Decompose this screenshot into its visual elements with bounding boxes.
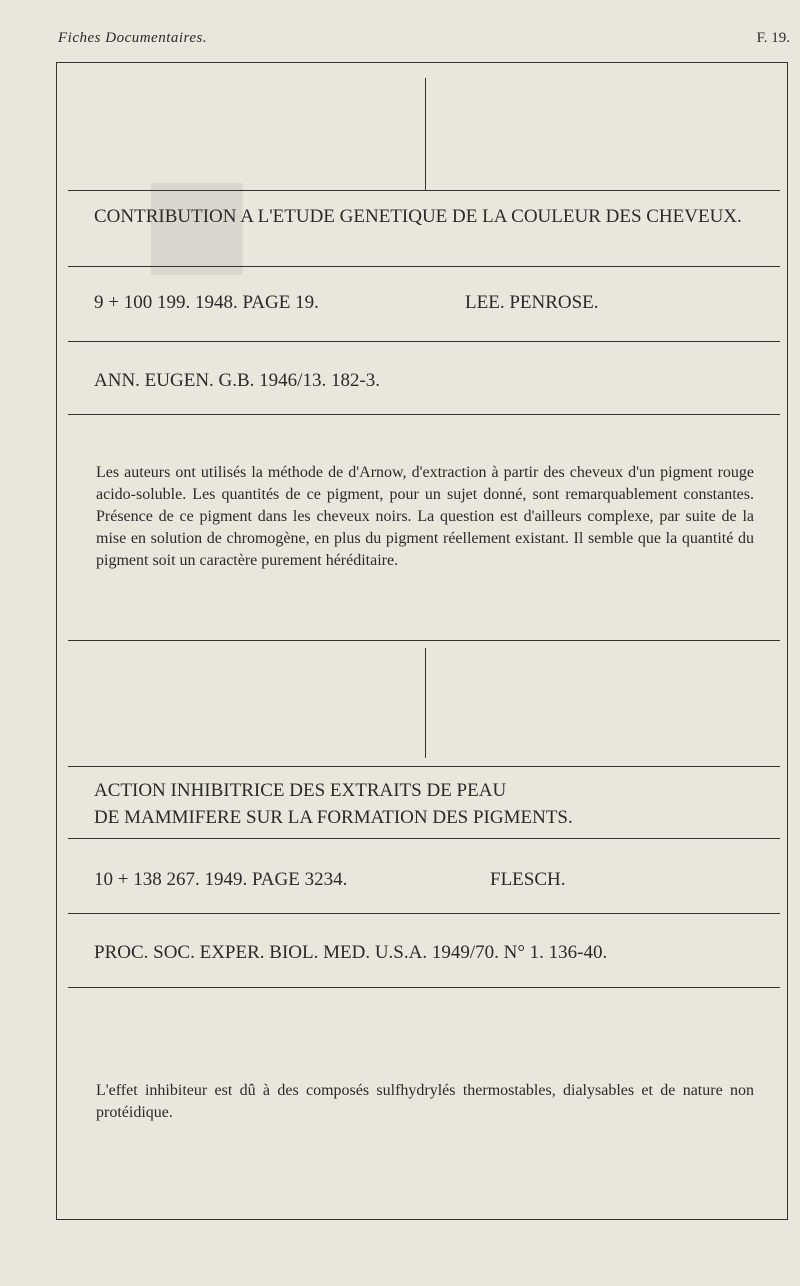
card-2-source: PROC. SOC. EXPER. BIOL. MED. U.S.A. 1949/70. N° 1. 136-40. <box>94 942 608 963</box>
card-1-author: LEE. PENROSE. <box>465 292 599 313</box>
card-2-rule-title <box>68 838 780 839</box>
running-head: Fiches Documentaires. <box>58 30 208 46</box>
page-number: F. 19. <box>756 30 790 46</box>
card-2-rule-top <box>68 640 780 641</box>
card-2-author: FLESCH. <box>490 869 566 890</box>
card-1-abstract: Les auteurs ont utilisés la méthode de d'Arnow, d'extraction à partir des cheveux d'un pigment rouge acido-soluble. Les quantités de ce pigment, pour un sujet donné, sont remarquablement constantes. Présence de ce pigment dans les cheveux noirs. La question est d'ailleurs complexe, par suite de la mise en solution de chromogène, en plus du pigment réellement existant. Il semble que la quantité du pigment soit un caractère purement héréditaire. <box>96 464 754 569</box>
card-2-title-line-1: ACTION INHIBITRICE DES EXTRAITS DE PEAU <box>94 780 507 801</box>
card-2-rule-reference <box>68 913 780 914</box>
show-through-texture: ■ <box>140 150 294 289</box>
card-1-reference: 9 + 100 199. 1948. PAGE 19. <box>94 292 319 313</box>
card-1-rule-reference <box>68 341 780 342</box>
card-2-rule-source <box>68 987 780 988</box>
card-1-rule-source <box>68 414 780 415</box>
card-1-title: CONTRIBUTION A L'ETUDE GENETIQUE DE LA COULEUR DES CHEVEUX. <box>94 206 742 227</box>
card-2-abstract: L'effet inhibiteur est dû à des composés sulfhydrylés thermostables, dialysables et de nature non protéidique. <box>96 1082 754 1121</box>
page-frame <box>56 62 788 1220</box>
card-2-rule-header <box>68 766 780 767</box>
card-1-rule-title <box>68 266 780 267</box>
card-2-divider-vertical <box>425 648 426 758</box>
card-2-reference: 10 + 138 267. 1949. PAGE 3234. <box>94 869 348 890</box>
card-2-title-line-2: DE MAMMIFERE SUR LA FORMATION DES PIGMENTS. <box>94 807 573 828</box>
card-1-source: ANN. EUGEN. G.B. 1946/13. 182-3. <box>94 370 381 391</box>
card-1-divider-vertical <box>425 78 426 190</box>
card-1-rule-top <box>68 190 780 191</box>
